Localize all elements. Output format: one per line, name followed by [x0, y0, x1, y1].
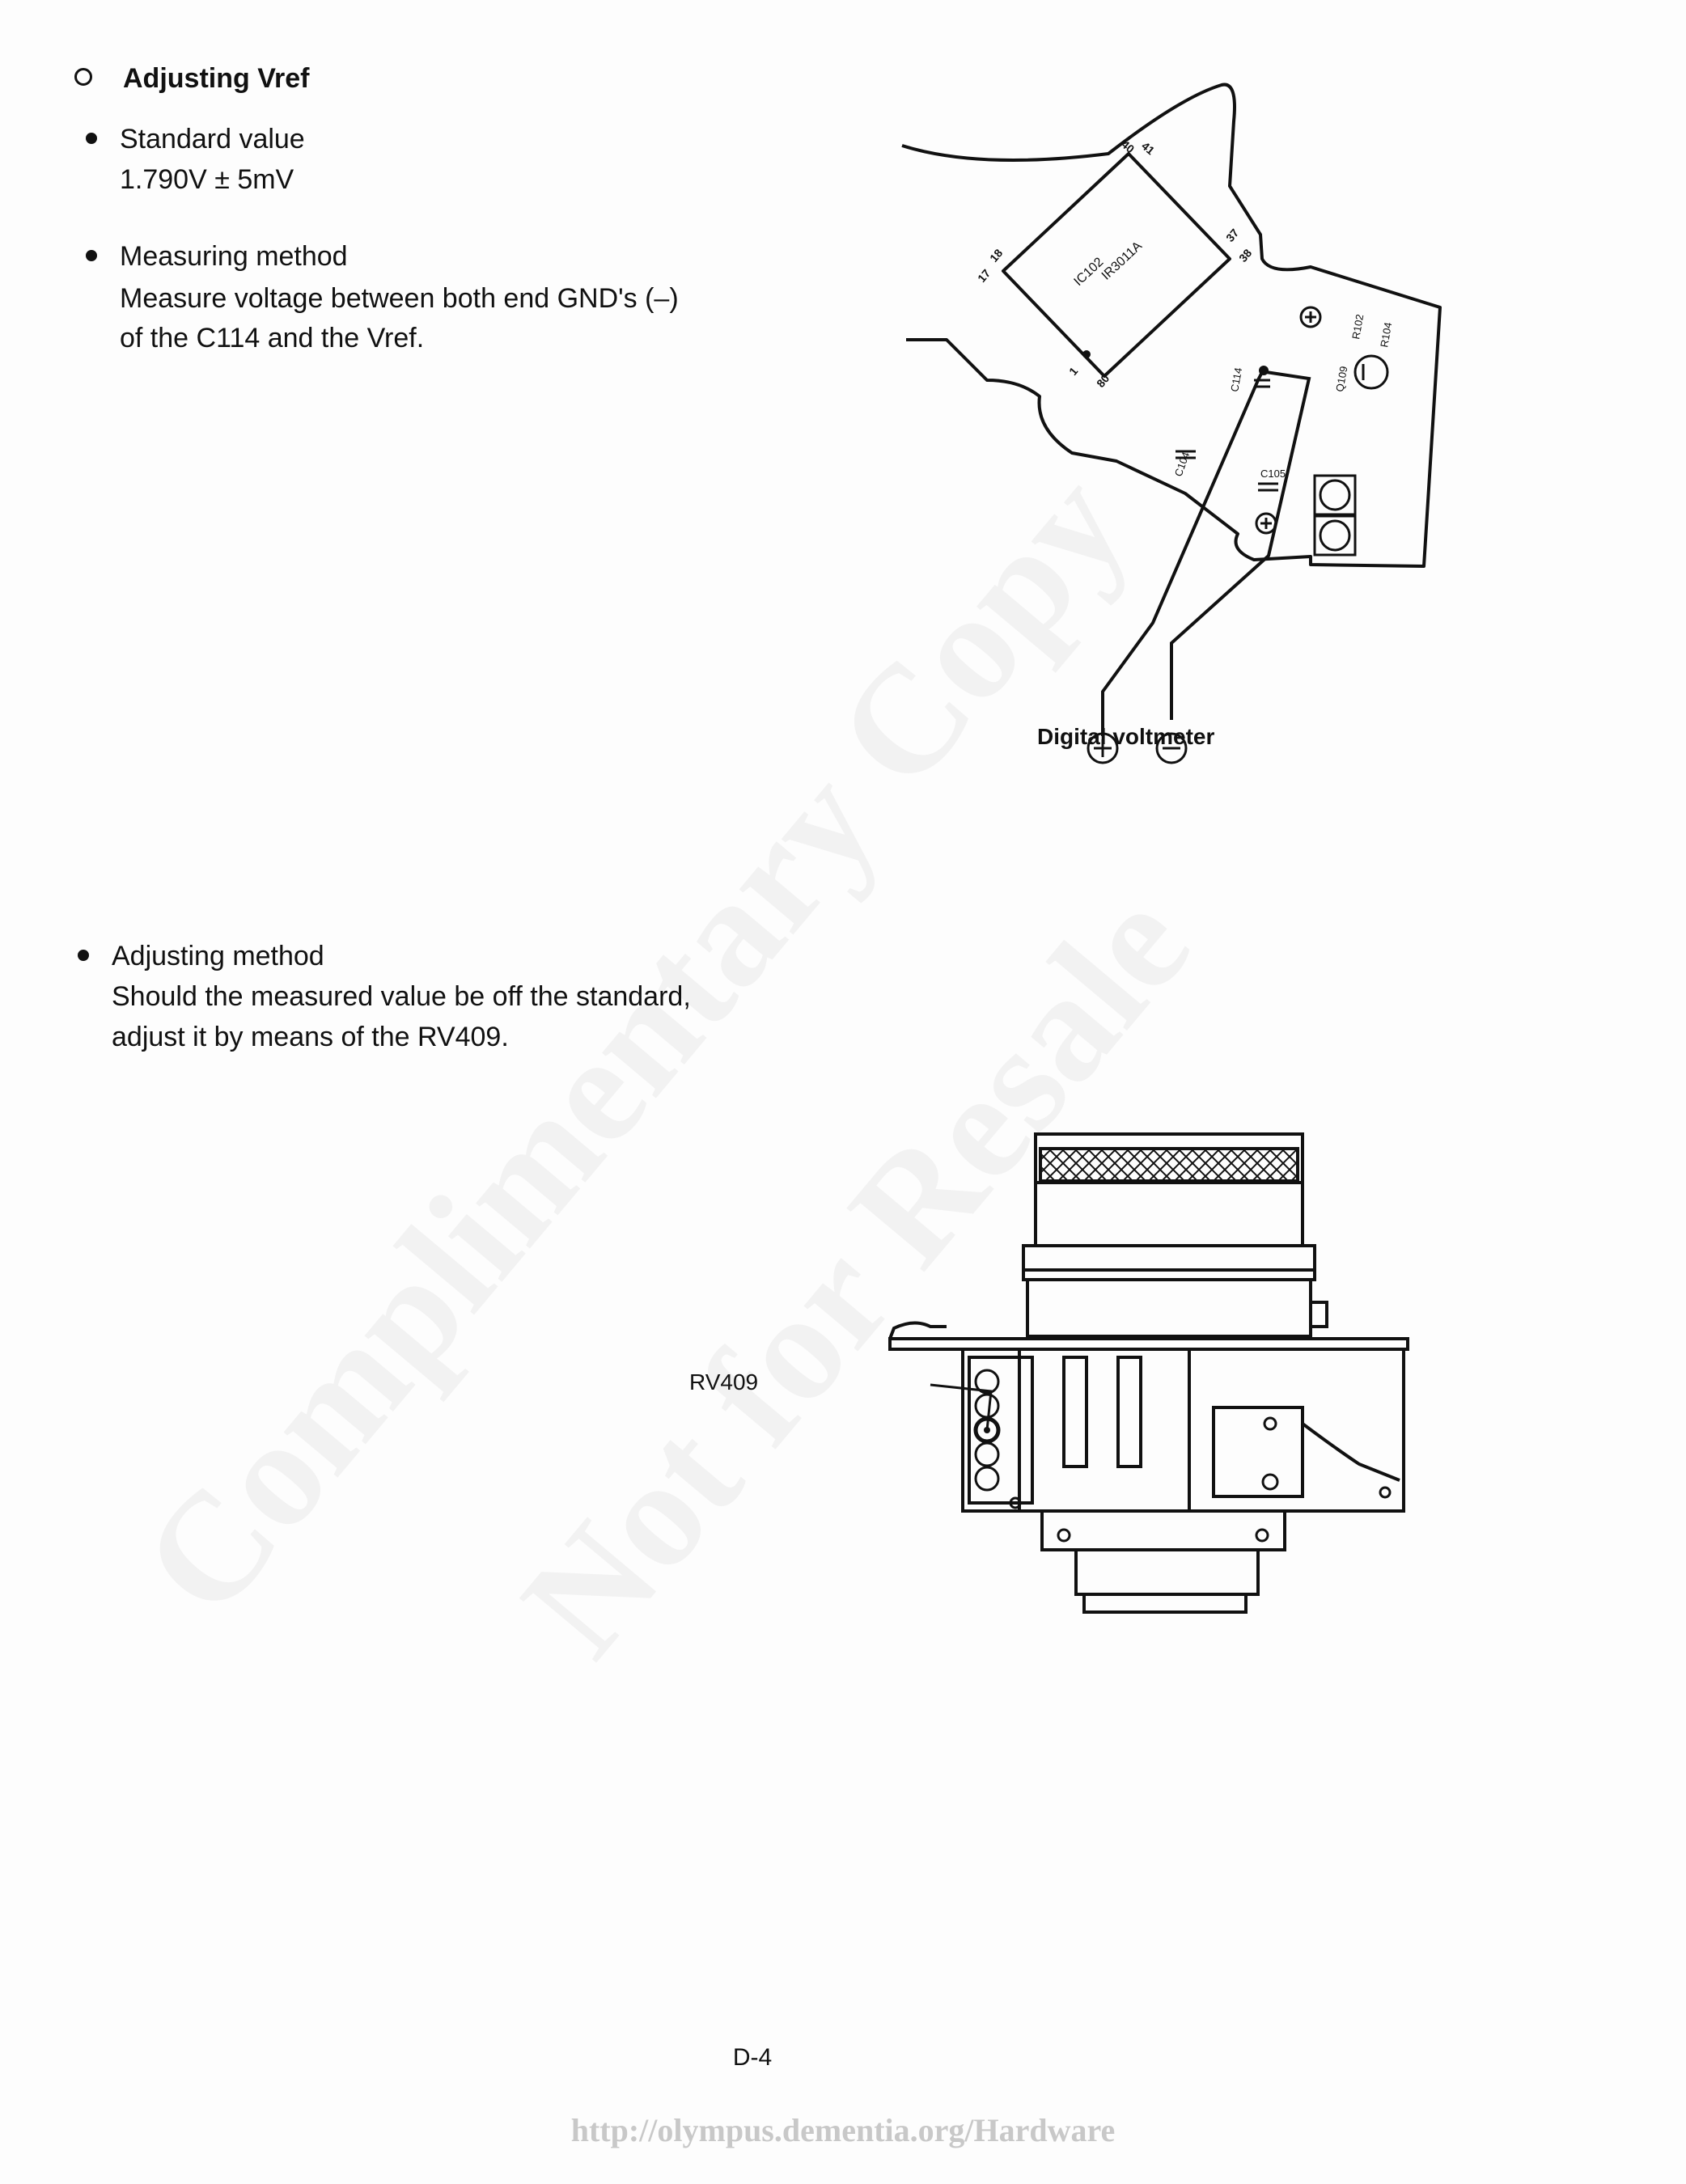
bullet-icon: [86, 250, 97, 261]
ic-part: IR3011A: [1099, 239, 1146, 283]
circuit-board-diagram: [874, 73, 1456, 768]
measuring-method-line-1: Measure voltage between both end GND's (–): [120, 283, 679, 314]
r102-label: R102: [1349, 313, 1366, 341]
pin-label: 18: [987, 246, 1006, 265]
adjusting-method-line-2: adjust it by means of the RV409.: [112, 1022, 509, 1052]
adjusting-method-label: Adjusting method: [112, 941, 324, 971]
q109-label: Q109: [1333, 365, 1350, 393]
section-title: Adjusting Vref: [123, 63, 310, 94]
measuring-method-label: Measuring method: [120, 241, 348, 272]
pin-label: 37: [1223, 226, 1242, 244]
pin1-dot-icon: [1082, 350, 1091, 358]
pin-label: 80: [1094, 371, 1112, 390]
pin-label: 41: [1139, 139, 1158, 158]
r104-label: R104: [1378, 321, 1395, 349]
c114-label: C114: [1228, 366, 1245, 393]
c105-label: C105: [1260, 468, 1286, 480]
ic-name: IC102: [1071, 255, 1107, 290]
bullet-icon: [78, 950, 89, 961]
voltmeter-caption: Digital voltmeter: [1037, 724, 1215, 749]
pin-label: 38: [1236, 246, 1255, 265]
standard-value: 1.790V ± 5mV: [120, 164, 294, 195]
rv409-callout: RV409: [689, 1369, 759, 1395]
heading-ring-icon: [74, 68, 92, 86]
pin-label: 17: [975, 266, 993, 285]
standard-value-label: Standard value: [120, 124, 305, 154]
c104-label: C104: [1171, 450, 1192, 479]
adjusting-method-line-1: Should the measured value be off the standard,: [112, 981, 691, 1012]
assembly-diagram: [882, 1124, 1432, 1650]
probe-contact-icon: [1259, 366, 1269, 375]
bullet-icon: [86, 133, 97, 144]
footer-url: http://olympus.dementia.org/Hardware: [570, 2112, 1116, 2148]
measuring-method-line-2: of the C114 and the Vref.: [120, 323, 425, 353]
pin-label: 40: [1119, 138, 1137, 156]
pin-label: 1: [1066, 364, 1081, 378]
page-number: D-4: [732, 2044, 773, 2071]
